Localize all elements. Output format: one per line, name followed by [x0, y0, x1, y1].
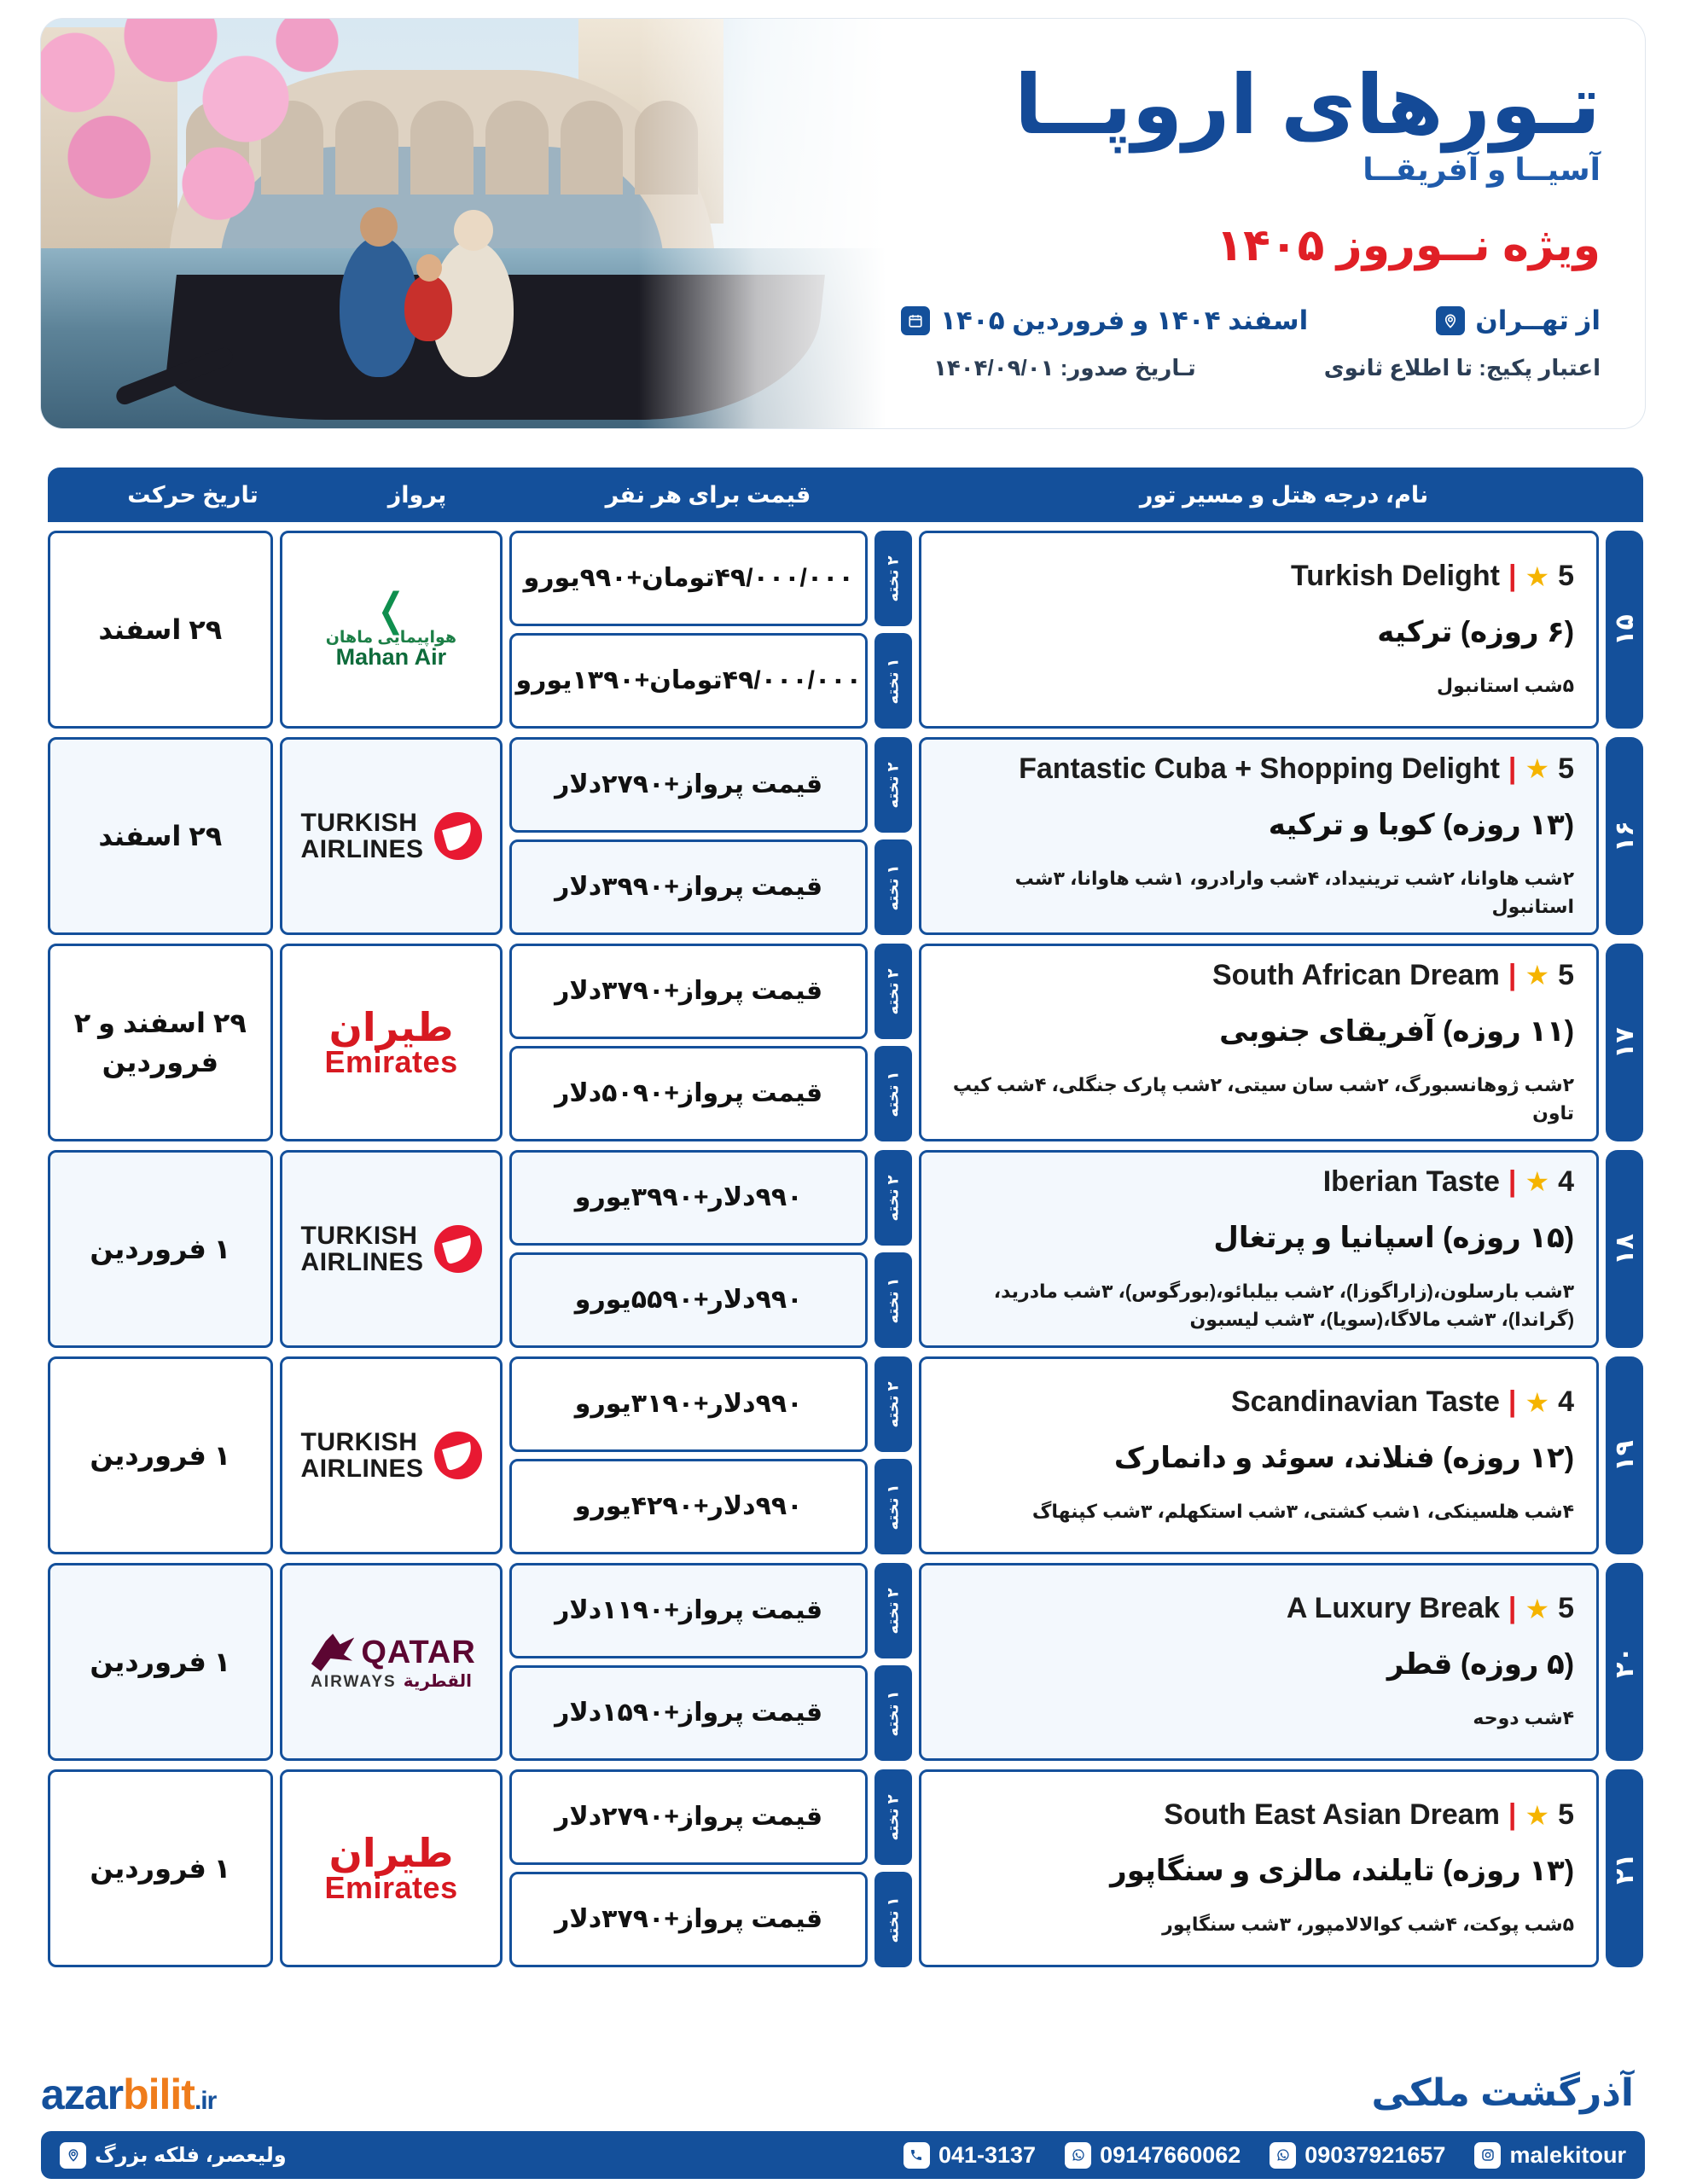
price-column	[509, 1563, 868, 1761]
departure-date-cell[interactable]: ۲۹ اسفند	[48, 737, 273, 935]
airline-cell[interactable]	[280, 531, 503, 729]
seat-label-double: ۲ تخته	[874, 944, 912, 1039]
package-validity: اعتبار پکیج: تا اطلاع ثانوی	[1323, 355, 1601, 380]
star-icon: ★	[1525, 753, 1550, 784]
tour-name-cell[interactable]	[919, 1356, 1599, 1554]
header-banner	[41, 19, 1645, 428]
logo-part-azar: azar	[41, 2071, 124, 2118]
date-range-chip	[901, 305, 1308, 336]
row-index-badge: ۱۹	[1606, 1356, 1643, 1554]
whatsapp-number-2: 09037921657	[1304, 2141, 1446, 2168]
tour-name-fa: (۱۵ روزه) اسپانیا و پرتغال	[1213, 1221, 1575, 1254]
phone-icon	[904, 2142, 930, 2169]
tours-table	[48, 468, 1643, 1967]
tour-name-en: Turkish Delight	[1290, 560, 1500, 592]
table-row[interactable]	[48, 1769, 1643, 1967]
contact-whatsapp-1[interactable]	[1065, 2142, 1241, 2169]
price-column	[509, 1356, 868, 1554]
airline-cell[interactable]	[280, 737, 503, 935]
hotel-star-count: 4	[1558, 1385, 1575, 1418]
row-index-badge: ۱۶	[1606, 737, 1643, 935]
emirates-arabic-mark-icon: طيران	[328, 1005, 454, 1049]
qatar-airways-logo: QATAR القطرية AIRWAYS	[306, 1634, 475, 1690]
departure-date-cell[interactable]: ۱ فروردین	[48, 1356, 273, 1554]
turkish-airlines-mark-icon	[434, 1432, 482, 1479]
price-double[interactable]: ۹۹۰دلار+۳۹۹۰یورو	[509, 1150, 868, 1246]
emirates-arabic-mark-icon: طيران	[328, 1831, 454, 1875]
tour-name-en: South East Asian Dream	[1164, 1798, 1500, 1831]
contact-instagram[interactable]	[1474, 2142, 1626, 2169]
seat-label-single: ۱ تخته	[874, 1665, 912, 1761]
seat-label-single: ۱ تخته	[874, 633, 912, 729]
turkish-airlines-logo: TURKISH AIRLINES	[301, 1429, 482, 1483]
origin-chip	[1436, 305, 1601, 336]
table-body	[48, 531, 1643, 1967]
date-range-label: اسفند ۱۴۰۴ و فروردین ۱۴۰۵	[939, 305, 1309, 335]
issue-date: تـاریخ صدور: ۱۴۰۴/۰۹/۰۱	[933, 355, 1196, 380]
divider-bar: |	[1508, 1592, 1517, 1624]
whatsapp-number-1: 09147660062	[1100, 2141, 1241, 2168]
star-icon: ★	[1525, 1799, 1550, 1831]
tour-name-fa: (۶ روزه) ترکیه	[1377, 616, 1575, 648]
contact-address	[60, 2142, 287, 2169]
table-row[interactable]	[48, 944, 1643, 1141]
star-icon: ★	[1525, 1166, 1550, 1197]
mahan-air-logo: ❭ هواپیمایی ماهان Mahan Air	[325, 584, 457, 671]
price-column	[509, 737, 868, 935]
contact-bar	[41, 2131, 1645, 2179]
turkish-airlines-logo: TURKISH AIRLINES	[301, 810, 482, 863]
price-double[interactable]: قیمت پرواز+۲۷۹۰دلار	[509, 737, 868, 833]
tour-name-en-line	[944, 752, 1574, 786]
origin-label: از تهــران	[1475, 305, 1601, 335]
row-index-badge: ۱۷	[1606, 944, 1643, 1141]
price-double[interactable]: ۴۹/۰۰۰/۰۰۰تومان+۹۹۰یورو	[509, 531, 868, 626]
seat-type-column	[874, 1356, 912, 1554]
price-single[interactable]: قیمت پرواز+۳۷۹۰دلار	[509, 1872, 868, 1967]
table-row[interactable]	[48, 1150, 1643, 1348]
tour-name-fa: (۵ روزه) قطر	[1386, 1648, 1575, 1681]
seat-type-column	[874, 1769, 912, 1967]
star-icon: ★	[1525, 1593, 1550, 1624]
page-title: تـورهای اروپــا	[1014, 60, 1601, 151]
tour-name-cell[interactable]	[919, 1150, 1599, 1348]
instagram-icon	[1474, 2142, 1501, 2169]
contact-whatsapp-2[interactable]	[1270, 2142, 1445, 2169]
banner-text-block	[792, 19, 1645, 428]
seat-label-double: ۲ تخته	[874, 737, 912, 833]
hotel-star-count: 5	[1558, 958, 1575, 991]
divider-bar: |	[1508, 752, 1517, 785]
tour-name-en: Scandinavian Taste	[1230, 1385, 1500, 1418]
seat-label-double: ۲ تخته	[874, 1563, 912, 1658]
logo-part-tld: .ir	[194, 2087, 217, 2115]
contact-phone[interactable]	[904, 2142, 1036, 2169]
tour-name-en-line	[944, 1165, 1574, 1199]
tour-name-en-line	[944, 560, 1574, 593]
turkish-airlines-logo: TURKISH AIRLINES	[301, 1223, 482, 1276]
tour-name-fa: (۱۳ روزه) کوبا و ترکیه	[1268, 808, 1575, 841]
tour-name-fa: (۱۲ روزه) فنلاند، سوئد و دانمارک	[1113, 1442, 1575, 1474]
banner-meta-row-2	[792, 355, 1601, 381]
seat-type-column	[874, 737, 912, 935]
table-row[interactable]	[48, 1356, 1643, 1554]
divider-bar: |	[1508, 1165, 1517, 1198]
hotel-star-count: 5	[1558, 752, 1575, 785]
price-single[interactable]: قیمت پرواز+۳۹۹۰دلار	[509, 839, 868, 935]
price-single[interactable]: قیمت پرواز+۱۵۹۰دلار	[509, 1665, 868, 1761]
price-column	[509, 1150, 868, 1348]
seat-label-single: ۱ تخته	[874, 1252, 912, 1348]
seat-label-double: ۲ تخته	[874, 531, 912, 626]
logo-part-bilit: bilit	[123, 2071, 195, 2118]
tour-name-cell[interactable]	[919, 1563, 1599, 1761]
tour-name-cell[interactable]	[919, 531, 1599, 729]
instagram-handle: malekitour	[1509, 2141, 1626, 2168]
tour-itinerary-detail: ۳شب بارسلون،(زاراگوزا)، ۲شب بیلبائو،(بورگوس)، ۳شب مادرید،(گراندا)، ۳شب مالاگا،(سویا)، ۳شب لیسبون	[993, 1280, 1575, 1330]
tour-itinerary-detail: ۲شب هاوانا، ۲شب ترینیداد، ۴شب وارادرو، ۱شب هاوانا، ۳شب استانبول	[1014, 867, 1575, 917]
row-index-badge: ۲۱	[1606, 1769, 1643, 1967]
banner-meta-row	[792, 305, 1601, 336]
seat-type-column	[874, 1150, 912, 1348]
tour-name-en: A Luxury Break	[1286, 1592, 1500, 1624]
turkish-airlines-mark-icon	[434, 812, 482, 860]
star-icon: ★	[1525, 960, 1550, 990]
departure-date-cell[interactable]: ۱ فروردین	[48, 1563, 273, 1761]
agency-name-fa: آذرگشت ملکی	[1371, 2072, 1634, 2114]
whatsapp-icon	[1270, 2142, 1296, 2169]
mahan-swoosh-icon: ❭	[372, 584, 410, 635]
page-footer	[0, 2071, 1685, 2184]
column-header-name: نام، درجه هتل و مسیر تور	[1139, 481, 1429, 508]
family-group	[322, 206, 647, 377]
table-row[interactable]	[48, 1563, 1643, 1761]
divider-bar: |	[1508, 958, 1517, 991]
seat-label-single: ۱ تخته	[874, 1872, 912, 1967]
hotel-star-count: 5	[1558, 560, 1575, 592]
airline-cell[interactable]	[280, 1769, 503, 1967]
seat-label-double: ۲ تخته	[874, 1769, 912, 1865]
tour-itinerary-detail: ۲شب ژوهانسبورگ، ۲شب سان سیتی، ۲شب پارک جنگلی، ۴شب کیپ تاون	[952, 1073, 1575, 1124]
price-single[interactable]: قیمت پرواز+۵۰۹۰دلار	[509, 1046, 868, 1141]
brand-row	[0, 2071, 1685, 2131]
calendar-icon	[901, 306, 930, 335]
seat-label-double: ۲ تخته	[874, 1356, 912, 1452]
price-double[interactable]: قیمت پرواز+۲۷۹۰دلار	[509, 1769, 868, 1865]
hotel-star-count: 5	[1558, 1592, 1575, 1624]
column-header-price: قیمت برای هر نفر	[605, 481, 811, 508]
table-header-row	[48, 468, 1643, 522]
cherry-blossom	[41, 19, 348, 258]
hotel-star-count: 5	[1558, 1798, 1575, 1831]
row-index-badge: ۲۰	[1606, 1563, 1643, 1761]
price-column	[509, 1769, 868, 1967]
whatsapp-icon	[1065, 2142, 1091, 2169]
airline-cell[interactable]	[280, 1150, 503, 1348]
tour-name-en: Fantastic Cuba + Shopping Delight	[1019, 752, 1500, 785]
hotel-star-count: 4	[1558, 1165, 1575, 1198]
airline-cell[interactable]	[280, 1356, 503, 1554]
price-double[interactable]: قیمت پرواز+۱۱۹۰دلار	[509, 1563, 868, 1658]
price-double[interactable]: قیمت پرواز+۳۷۹۰دلار	[509, 944, 868, 1039]
airline-cell[interactable]	[280, 1563, 503, 1761]
tour-name-en: Iberian Taste	[1322, 1165, 1500, 1198]
tour-name-fa: (۱۳ روزه) تایلند، مالزی و سنگاپور	[1110, 1855, 1575, 1887]
departure-date-cell[interactable]: ۲۹ اسفند و ۲ فروردین	[48, 944, 273, 1141]
seat-label-single: ۱ تخته	[874, 1046, 912, 1141]
divider-bar: |	[1508, 1385, 1517, 1418]
table-row[interactable]	[48, 531, 1643, 729]
tour-name-cell[interactable]	[919, 737, 1599, 935]
price-double[interactable]: ۹۹۰دلار+۳۱۹۰یورو	[509, 1356, 868, 1452]
seat-label-double: ۲ تخته	[874, 1150, 912, 1246]
price-column	[509, 944, 868, 1141]
seat-label-single: ۱ تخته	[874, 839, 912, 935]
seat-type-column	[874, 1563, 912, 1761]
table-row[interactable]	[48, 737, 1643, 935]
seat-type-column	[874, 531, 912, 729]
departure-date-cell[interactable]: ۱ فروردین	[48, 1150, 273, 1348]
departure-date-cell[interactable]: ۱ فروردین	[48, 1769, 273, 1967]
azarbilit-logo[interactable]	[41, 2070, 216, 2119]
tour-name-en-line	[944, 959, 1574, 992]
tour-itinerary-detail: ۴شب هلسینکی، ۱شب کشتی، ۳شب استکهلم، ۳شب کپنهاگ	[1031, 1501, 1575, 1522]
person-child	[404, 275, 452, 341]
emirates-logo: طيران Emirates	[324, 1831, 458, 1905]
tour-itinerary-detail: ۵شب پوکت، ۴شب کوالالامپور، ۳شب سنگاپور	[1162, 1914, 1575, 1935]
seat-type-column	[874, 944, 912, 1141]
airline-cell[interactable]	[280, 944, 503, 1141]
tour-name-en-line	[944, 1385, 1574, 1419]
tour-name-en: South African Dream	[1212, 958, 1500, 991]
price-single[interactable]: ۴۹/۰۰۰/۰۰۰تومان+۱۳۹۰یورو	[509, 633, 868, 729]
tour-name-fa: (۱۱ روزه) آفریقای جنوبی	[1219, 1014, 1575, 1048]
row-index-badge: ۱۸	[1606, 1150, 1643, 1348]
departure-date-cell[interactable]: ۲۹ اسفند	[48, 531, 273, 729]
seat-label-single: ۱ تخته	[874, 1459, 912, 1554]
price-single[interactable]: ۹۹۰دلار+۵۵۹۰یورو	[509, 1252, 868, 1348]
column-header-date: تاریخ حرکت	[127, 481, 259, 508]
column-header-airline: پرواز	[387, 481, 447, 508]
star-icon: ★	[1525, 1386, 1550, 1418]
location-pin-icon	[1436, 306, 1465, 335]
emirates-logo: طيران Emirates	[324, 1005, 458, 1079]
price-column	[509, 531, 868, 729]
divider-bar: |	[1508, 1798, 1517, 1831]
oryx-icon	[306, 1634, 354, 1671]
tour-itinerary-detail: ۴شب دوحه	[1473, 1707, 1575, 1728]
tour-name-cell[interactable]	[919, 944, 1599, 1141]
tour-name-cell[interactable]	[919, 1769, 1599, 1967]
star-icon: ★	[1525, 561, 1550, 592]
turkish-airlines-mark-icon	[434, 1225, 482, 1273]
price-single[interactable]: ۹۹۰دلار+۴۲۹۰یورو	[509, 1459, 868, 1554]
nowruz-badge: ویژه نــوروز ۱۴۰۵	[1216, 221, 1601, 270]
contact-list	[904, 2142, 1626, 2169]
tour-itinerary-detail: ۵شب استانبول	[1437, 675, 1575, 696]
page-subtitle: آسیــا و آفریقــا	[1363, 152, 1601, 187]
location-pin-icon	[60, 2142, 86, 2169]
phone-number: 041-3137	[938, 2141, 1037, 2168]
row-index-badge: ۱۵	[1606, 531, 1643, 729]
address-text: ولیعصر، فلکه بزرگ	[95, 2143, 287, 2167]
tour-name-en-line	[944, 1798, 1574, 1832]
divider-bar: |	[1508, 560, 1517, 592]
tour-name-en-line	[944, 1592, 1574, 1625]
